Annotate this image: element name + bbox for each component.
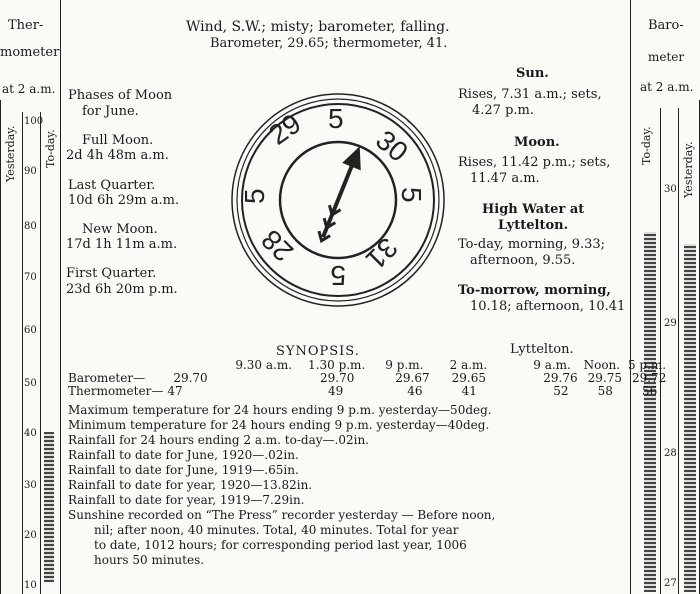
synopsis-line: nil; after noon, 40 minutes. Total, 40 minutes. Total for year [94, 523, 459, 537]
phase-name: First Quarter. [66, 266, 157, 281]
stamp-number: 31 [359, 231, 404, 276]
table-cell: 56 [641, 384, 658, 398]
moon-phases-subtitle: for June. [82, 104, 139, 119]
forecast-line-2: Barometer, 29.65; thermometer, 41. [210, 36, 448, 51]
right-gauge-heading-3: at 2 a.m. [640, 80, 694, 94]
scale-mark: 29 [664, 318, 677, 329]
stamp-number: 30 [370, 124, 414, 168]
column-header: 5 p.m. [627, 358, 667, 372]
table-cell: 47 [167, 384, 183, 398]
synopsis-title: SYNOPSIS. [276, 344, 360, 359]
scale-mark: 40 [24, 428, 37, 439]
moon-phases-title: Phases of Moon [68, 88, 173, 103]
table-cell: 29.75 [587, 371, 622, 385]
scale-mark: 30 [24, 480, 37, 491]
scale-mark: 20 [24, 530, 37, 541]
right-gauge-bar-yesterday [684, 244, 696, 592]
moon-line-1: Rises, 11.42 p.m.; sets, [458, 155, 611, 170]
table-cell: 46 [407, 384, 423, 398]
scale-mark: 30 [664, 184, 677, 195]
table-cell: 29.67 [395, 371, 430, 385]
forecast-line-1: Wind, S.W.; misty; barometer, falling. [186, 19, 450, 35]
table-cell: 52 [553, 384, 569, 398]
scale-mark: 50 [24, 378, 37, 389]
synopsis-line: Rainfall to date for year, 1919—7.29in. [68, 493, 305, 507]
sun-title: Sun. [516, 66, 549, 81]
phase-time: 10d 6h 29m a.m. [68, 193, 180, 208]
phase-time: 2d 4h 48m a.m. [66, 148, 169, 163]
table-cell: 41 [461, 384, 477, 398]
column-header: 9 p.m. [385, 358, 424, 372]
scale-mark: 70 [24, 272, 37, 283]
table-cell: 58 [597, 384, 613, 398]
left-gauge-heading-3: at 2 a.m. [2, 82, 56, 96]
scale-mark: 10 [24, 580, 37, 591]
right-gauge-heading-1: Baro- [648, 18, 684, 33]
stamp-numbers [239, 103, 427, 291]
sun-line-2: 4.27 p.m. [472, 103, 534, 118]
synopsis-line: Rainfall to date for June, 1919—.65in. [68, 463, 299, 477]
table-cell: 29.70 [173, 371, 208, 385]
lyttelton-label: Lyttelton. [510, 342, 574, 357]
column-header: 1.30 p.m. [308, 358, 366, 372]
stamp-number: 5 [239, 188, 270, 204]
moon-line-2: 11.47 a.m. [470, 171, 540, 186]
high-water-tomorrow-2: 10.18; afternoon, 10.41 [470, 299, 626, 314]
stamp-number: 29 [263, 107, 307, 151]
table-cell: 29.76 [543, 371, 578, 385]
synopsis-line: Sunshine recorded on “The Press” recorder yesterday — Before noon, [68, 508, 496, 522]
table-cell: 29.72 [631, 371, 667, 385]
synopsis-line: Maximum temperature for 24 hours ending 9 p.m. yesterday—50deg. [68, 403, 492, 417]
table-cell: 29.70 [320, 371, 355, 385]
table-cell: 49 [328, 384, 344, 398]
scale-mark: 28 [664, 448, 677, 459]
scale-mark: 60 [24, 325, 37, 336]
high-water-today-1: To-day, morning, 9.33; [458, 237, 606, 252]
left-gauge-today-label: To-day. [44, 129, 57, 168]
sun-line-1: Rises, 7.31 a.m.; sets, [458, 87, 602, 102]
stamp-number: 5 [330, 260, 346, 291]
scale-mark: 27 [664, 578, 677, 589]
synopsis-line: Rainfall for 24 hours ending 2 a.m. to-day—.02in. [68, 433, 369, 447]
column-header: 9.30 a.m. [235, 358, 293, 372]
synopsis-line: to date, 1012 hours; for corresponding period last year, 1006 [94, 538, 467, 552]
scale-mark: 90 [24, 166, 37, 177]
moon-title: Moon. [514, 135, 560, 150]
synopsis-line: hours 50 minutes. [94, 553, 205, 567]
right-gauge-bar-today [644, 232, 656, 592]
row-label: Barometer— [68, 371, 146, 385]
table-row [66, 385, 668, 398]
column-header: 2 a.m. [449, 358, 488, 372]
stamp-number: 5 [396, 187, 427, 203]
left-gauge-mercury-bar [44, 432, 54, 582]
right-gauge-yesterday-label: Yesterday. [682, 141, 695, 198]
scale-mark: 80 [24, 221, 37, 232]
phase-name: Full Moon. [82, 133, 154, 148]
left-gauge-heading-1: Ther- [8, 18, 44, 33]
row-label: Thermometer— [68, 384, 164, 398]
stamp-number: 5 [328, 103, 344, 134]
phase-name: New Moon. [82, 222, 158, 237]
high-water-today-2: afternoon, 9.55. [470, 253, 576, 268]
column-header: Noon. [583, 358, 621, 372]
phase-time: 23d 6h 20m p.m. [66, 282, 178, 297]
phase-name: Last Quarter. [68, 178, 156, 193]
high-water-subtitle: Lyttelton. [498, 218, 569, 233]
synopsis-table [66, 359, 668, 398]
right-gauge-heading-2: meter [648, 50, 685, 64]
date-stamp [228, 90, 448, 310]
scale-mark: 100 [24, 116, 44, 127]
left-gauge-yesterday-label: Yesterday. [4, 125, 17, 182]
table-cell: 29.65 [451, 371, 486, 385]
arrow-icon [312, 142, 369, 244]
phase-time: 17d 1h 11m a.m. [66, 237, 178, 252]
stamp-number: 28 [255, 223, 300, 268]
synopsis-line: Rainfall to date for June, 1920—.02in. [68, 448, 299, 462]
right-gauge-today-label: To-day. [640, 126, 653, 165]
synopsis-line: Minimum temperature for 24 hours ending 9 p.m. yesterday—40deg. [68, 418, 490, 432]
synopsis-header-row [66, 359, 668, 372]
high-water-tomorrow-1: To-morrow, morning, [458, 283, 611, 298]
left-gauge-heading-2: mometer [0, 45, 60, 60]
high-water-title: High Water at [482, 202, 585, 217]
column-header: 9 a.m. [533, 358, 571, 372]
synopsis-line: Rainfall to date for year, 1920—13.82in. [68, 478, 313, 492]
